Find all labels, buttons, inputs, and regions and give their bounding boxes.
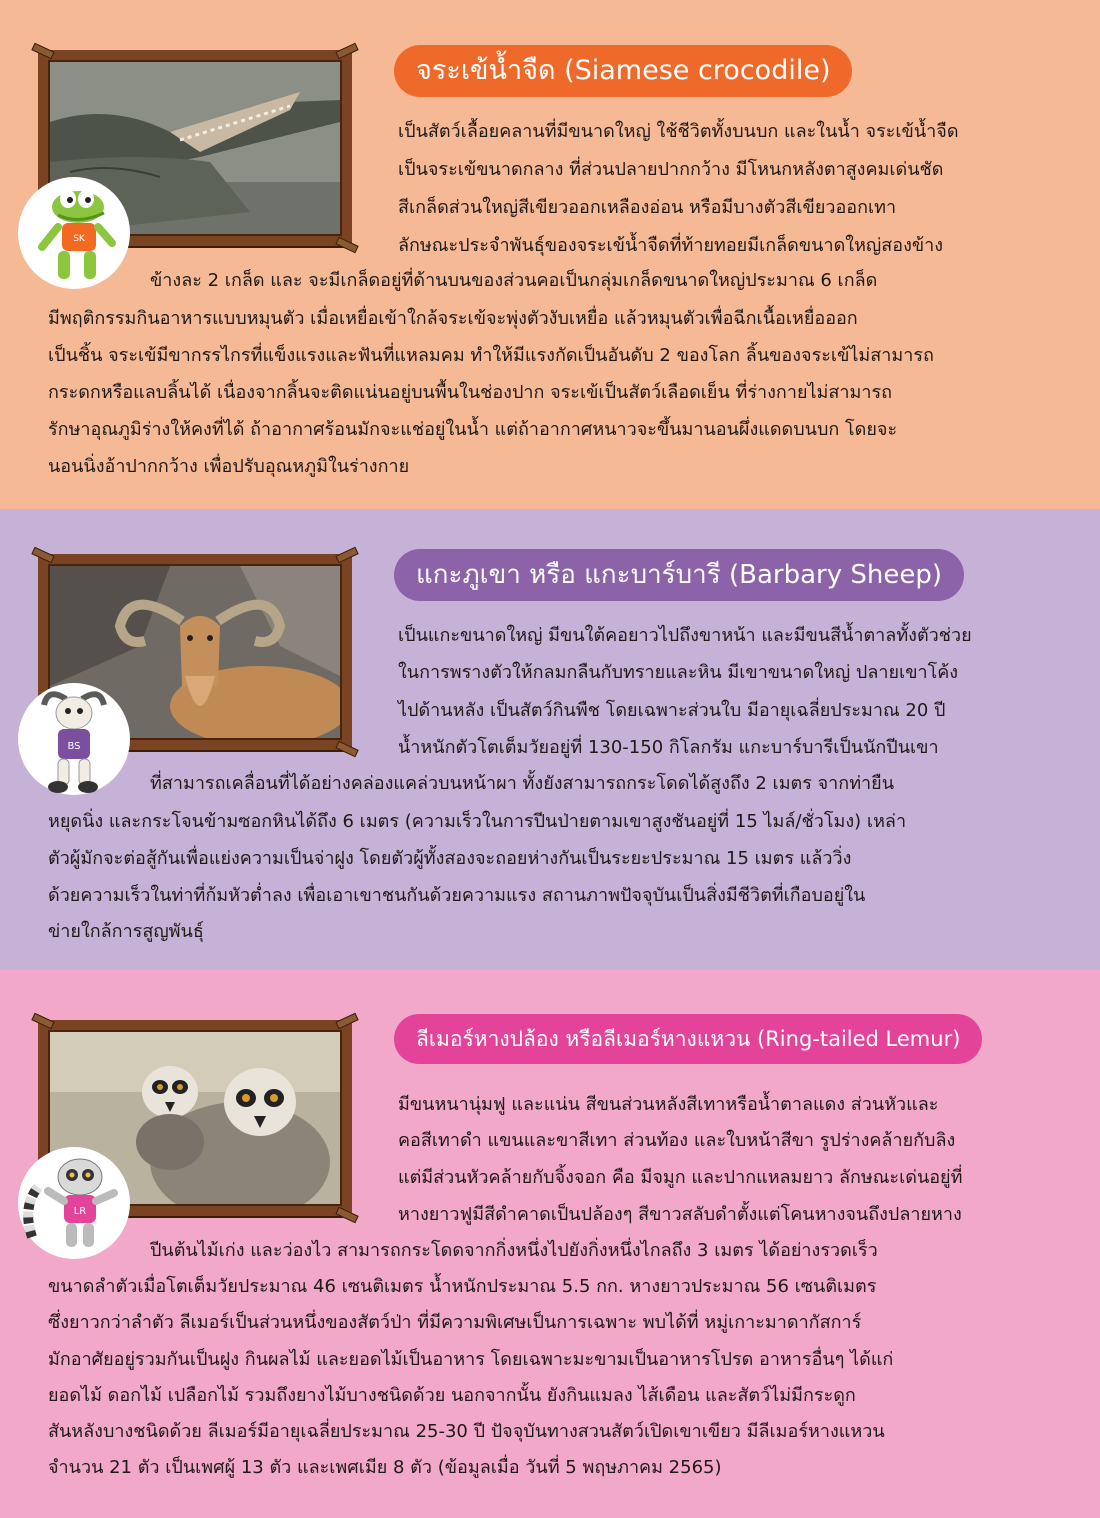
mascot-badge: LR xyxy=(73,1206,87,1217)
text-line: ตัวผู้มักจะต่อสู้กันเพื่อแย่งความเป็นจ่าฝูง โดยตัวผู้ทั้งสองจะถอยห่างกันเป็นระยะประมาณ 15 เมตร แล้ววิ่ง xyxy=(48,848,852,869)
lemur-mascot-icon xyxy=(18,1147,130,1259)
text-line: มักอาศัยอยู่รวมกันเป็นฝูง กินผลไม้ และยอดไม้เป็นอาหาร โดยเฉพาะมะขามเป็นอาหารโปรด อาหารอื่นๆ ได้แก่ xyxy=(48,1349,894,1370)
text-line: หยุดนิ่ง และกระโจนข้ามซอกหินได้ถึง 6 เมตร (ความเร็วในการปีนป่ายตามเขาสูงชันอยู่ที่ 15 ไมล์/ชั่วโมง) เหล่า xyxy=(48,811,907,832)
text-line: มีพฤติกรรมกินอาหารแบบหมุนตัว เมื่อเหยื่อเข้าใกล้จระเข้จะพุ่งตัวงับเหยื่อ แล้วหมุนตัวเพื่อฉีกเนื้อเหยื่อออก xyxy=(48,308,858,329)
text-line: ที่สามารถเคลื่อนที่ได้อย่างคล่องแคล่วบนหน้าผา ทั้งยังสามารถกระโดดได้สูงถึง 2 เมตร จากท่ายืน xyxy=(150,773,895,794)
section-title: จระเข้น้ำจืด (Siamese crocodile) xyxy=(394,45,852,97)
text-line: ข้างละ 2 เกล็ด และ จะมีเกล็ดอยู่ที่ด้านบนของส่วนคอเป็นกลุ่มเกล็ดขนาดใหญ่ประมาณ 6 เกล็ด xyxy=(150,270,878,291)
text-line: ปีนต้นไม้เก่ง และว่องไว สามารถกระโดดจากกิ่งหนึ่งไปยังกิ่งหนึ่งไกลถึง 3 เมตร ได้อย่างรวดเร็ว xyxy=(150,1240,878,1261)
section-barbary-sheep xyxy=(0,509,1100,970)
mascot-badge: BS xyxy=(67,741,81,752)
text-line: ข่ายใกล้การสูญพันธุ์ xyxy=(48,921,204,942)
text-line: สันหลังบางชนิดด้วย ลีเมอร์มีอายุเฉลี่ยประมาณ 25-30 ปี ปัจจุบันทางสวนสัตว์เปิดเขาเขียว มีลีเมอร์หางแหวน xyxy=(48,1421,885,1442)
text-line: ไปด้านหลัง เป็นสัตว์กินพืช โดยเฉพาะส่วนใบ มีอายุเฉลี่ยประมาณ 20 ปี xyxy=(398,700,946,721)
sheep-mascot-icon xyxy=(18,683,130,795)
svg-text:SK: SK xyxy=(73,234,85,244)
section-title: แกะภูเขา หรือ แกะบาร์บารี (Barbary Sheep) xyxy=(394,549,964,601)
text-line: ลักษณะประจำพันธุ์ของจระเข้น้ำจืดที่ท้ายทอยมีเกล็ดขนาดใหญ่สองข้าง xyxy=(398,235,944,256)
text-line: คอสีเทาดำ แขนและขาสีเทา ส่วนท้อง และใบหน้าสีขา รูปร่างคล้ายกับลิง xyxy=(398,1130,956,1151)
text-line: สีเกล็ดส่วนใหญ่สีเขียวออกเหลืองอ่อน หรือมีบางตัวสีเขียวออกเทา xyxy=(398,197,897,218)
text-line: หางยาวฟูมีสีดำคาดเป็นปล้องๆ สีขาวสลับดำตั้งแต่โคนหางจนถึงปลายหาง xyxy=(398,1204,962,1225)
text-line: ด้วยความเร็วในท่าที่ก้มหัวต่ำลง เพื่อเอาเขาชนกันด้วยความแรง สถานภาพปัจจุบันเป็นสิ่งมีชีวิตที่เกือบอยู่ใน xyxy=(48,885,866,906)
text-line: เป็นสัตว์เลื้อยคลานที่มีขนาดใหญ่ ใช้ชีวิตทั้งบนบก และในน้ำ จระเข้น้ำจืด xyxy=(398,121,959,142)
text-line: จำนวน 21 ตัว เป็นเพศผู้ 13 ตัว และเพศเมีย 8 ตัว (ข้อมูลเมื่อ วันที่ 5 พฤษภาคม 2565) xyxy=(48,1457,722,1478)
text-line: เป็นชิ้น จระเข้มีขากรรไกรที่แข็งแรงและฟันที่แหลมคม ทำให้มีแรงกัดเป็นอันดับ 2 ของโลก ลิ้นของจระเข้ไม่สามารถ xyxy=(48,345,934,366)
section-crocodile xyxy=(0,0,1100,509)
text-line: นอนนิ่งอ้าปากกว้าง เพื่อปรับอุณหภูมิในร่างกาย xyxy=(48,456,410,477)
text-line: เป็นแกะขนาดใหญ่ มีขนใต้คอยาวไปถึงขาหน้า และมีขนสีน้ำตาลทั้งตัวช่วย xyxy=(398,625,972,646)
text-line: กระดกหรือแลบลิ้นได้ เนื่องจากลิ้นจะติดแน่นอยู่บนพื้นในช่องปาก จระเข้เป็นสัตว์เลือดเย็น ที่ร่างกายไม่สามารถ xyxy=(48,382,893,403)
text-line: ซึ่งยาวกว่าลำตัว ลีเมอร์เป็นส่วนหนึ่งของสัตว์ป่า ที่มีความพิเศษเป็นการเฉพาะ พบได้ที่ หมู่เกาะมาดากัสการ์ xyxy=(48,1312,862,1333)
text-line: มีขนหนานุ่มฟู และแน่น สีขนส่วนหลังสีเทาหรือน้ำตาลแดง ส่วนหัวและ xyxy=(398,1094,939,1115)
text-line: ขนาดลำตัวเมื่อโตเต็มวัยประมาณ 46 เซนติเมตร น้ำหนักประมาณ 5.5 กก. หางยาวประมาณ 56 เซนติเมตร xyxy=(48,1276,877,1297)
text-line: แต่มีส่วนหัวคล้ายกับจิ้งจอก คือ มีจมูก และปากแหลมยาว ลักษณะเด่นอยู่ที่ xyxy=(398,1167,963,1188)
text-line: เป็นจระเข้ขนาดกลาง ที่ส่วนปลายปากกว้าง มีโหนกหลังตาสูงคมเด่นชัด xyxy=(398,159,944,180)
text-line: ยอดไม้ ดอกไม้ เปลือกไม้ รวมถึงยางไม้บางชนิดด้วย นอกจากนั้น ยังกินแมลง ไส้เดือน และสัตว์ไม่มีกระดูก xyxy=(48,1385,856,1406)
text-line: น้ำหนักตัวโตเต็มวัยอยู่ที่ 130-150 กิโลกรัม แกะบาร์บารีเป็นนักปีนเขา xyxy=(398,737,939,758)
section-title: ลีเมอร์หางปล้อง หรือลีเมอร์หางแหวน (Ring-tailed Lemur) xyxy=(394,1014,982,1064)
text-line: ในการพรางตัวให้กลมกลืนกับทรายและหิน มีเขาขนาดใหญ่ ปลายเขาโค้ง xyxy=(398,662,959,683)
text-line: รักษาอุณภูมิร่างให้คงที่ได้ ถ้าอากาศร้อนมักจะแช่อยู่ในน้ำ แต่ถ้าอากาศหนาวจะขึ้นมานอนผึ่งแดดบนบก โดยจะ xyxy=(48,419,898,440)
section-ring-tailed-lemur xyxy=(0,970,1100,1518)
crocodile-mascot-icon xyxy=(18,177,130,289)
